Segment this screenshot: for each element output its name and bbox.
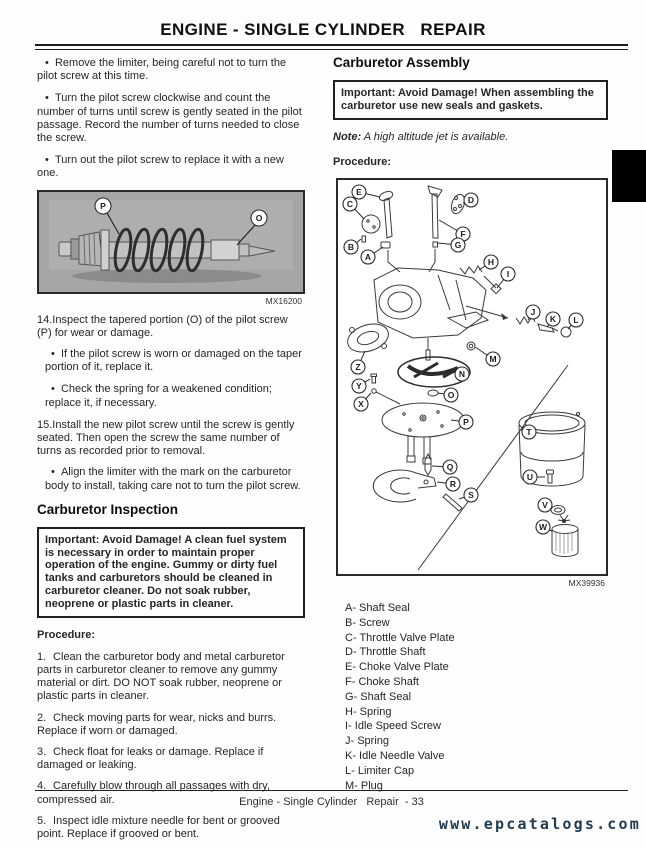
callout-label-R: R	[449, 479, 457, 489]
bullet-item: • Turn the pilot screw clockwise and count the number of turns until screw is gently seated in the pilot passage. Record the number of turns needed to close the screw.	[37, 92, 302, 145]
parts-legend-item: M- Plug	[345, 779, 383, 792]
callout-label-H: H	[487, 257, 495, 267]
parts-legend-item: F- Choke Shaft	[345, 675, 419, 688]
parts-legend-item: L- Limiter Cap	[345, 764, 415, 777]
pilot-screw-photo	[37, 190, 305, 294]
parts-legend-item: D- Throttle Shaft	[345, 646, 426, 659]
section-index-tab	[612, 150, 646, 202]
pilot-screw-steps	[37, 314, 305, 493]
callout-label-S: S	[468, 490, 474, 500]
parts-legend-item: H- Spring	[345, 705, 392, 718]
right-column	[333, 52, 608, 793]
step-number: 1.	[37, 650, 47, 663]
inspection-step: 4. Carefully blow through all passages with dry, compressed air.	[37, 780, 270, 806]
inspection-step: 3. Check float for leaks or damage. Replace if damaged or leaking.	[37, 746, 264, 772]
callout-label-T: T	[526, 427, 532, 437]
parts-legend-item: J- Spring	[345, 735, 390, 748]
callout-label-O: O	[447, 390, 455, 400]
inspection-procedure-label: Procedure:	[37, 628, 96, 641]
step-number: 4.	[37, 780, 47, 793]
parts-legend-item: A- Shaft Seal	[345, 602, 410, 614]
diagram-caption: MX39936	[568, 578, 605, 588]
callout-label-B: B	[347, 242, 355, 252]
step-number: 5.	[37, 814, 47, 827]
footer-divider	[35, 790, 628, 791]
parts-legend-item: G- Shaft Seal	[345, 690, 412, 703]
callout-label-G: G	[454, 240, 462, 250]
bullet-item: • Turn out the pilot screw to replace it with a new one.	[37, 154, 284, 180]
step-sub-bullet: • If the pilot screw is worn or damaged on the taper portion of it, replace it.	[45, 348, 302, 374]
callout-label-U: U	[526, 472, 534, 482]
assembly-procedure-label: Procedure:	[333, 155, 392, 168]
inspection-step-list	[37, 651, 305, 841]
inspection-heading: Carburetor Inspection	[37, 501, 179, 517]
step-number: 14.	[37, 313, 53, 326]
pilot-screw-photo-drawing	[39, 192, 303, 292]
callout-label-Z: Z	[355, 362, 361, 372]
page-title: ENGINE - SINGLE CYLINDER REPAIR	[160, 20, 486, 39]
photo-callout-O-label: O	[255, 212, 263, 223]
inspection-important-box: Important: Avoid Damage! A clean fuel system is necessary in order to maintain proper operation of the engine. Gummy or dirty fuel tanks and carburetors should be cleaned in carburetor cleaner. Do not soak rubber, neoprene or plastic parts in cleaner.	[37, 527, 305, 618]
inspection-step: 5. Inspect idle mixture needle for bent or grooved point. Replace if grooved or bent.	[37, 814, 280, 841]
callout-label-I: I	[506, 269, 510, 279]
watermark-url: www.epcatalogs.com	[438, 815, 641, 833]
callout-label-V: V	[542, 500, 548, 510]
callout-label-C: C	[346, 199, 354, 209]
inspection-step: 1. Clean the carburetor body and metal carburetor parts in carburetor cleaner to remove any gummy material or dirt. DO NOT soak rubber, neoprene or plastic parts in cleaner.	[37, 650, 285, 703]
callout-label-F: F	[460, 229, 466, 239]
photo-callout-P-label: P	[100, 200, 106, 211]
step-sub-bullet: • Check the spring for a weakened condition; replace it, if necessary.	[45, 383, 272, 409]
inspection-step: 2. Check moving parts for wear, nicks and burrs. Replace if worn or damaged.	[37, 711, 277, 737]
callout-label-M: M	[489, 354, 497, 364]
carburetor-exploded-diagram	[336, 178, 608, 576]
numbered-step: 14.Inspect the tapered portion (O) of the pilot screw (P) for wear or damage.	[37, 313, 288, 339]
step-sub-bullet: • Align the limiter with the mark on the carburetor body to install, taking care not to turn the pilot screw.	[45, 466, 301, 492]
assembly-important-box: Important: Avoid Damage! When assembling the carburetor use new seals and gaskets.	[333, 80, 608, 120]
callout-label-K: K	[549, 314, 557, 324]
pilot-screw-bullet-list	[37, 57, 305, 181]
callout-label-A: A	[364, 252, 372, 262]
footer-page-label: Engine - Single Cylinder Repair - 33	[239, 796, 424, 808]
step-number: 15.	[37, 418, 53, 431]
callout-label-X: X	[358, 399, 364, 409]
step-number: 2.	[37, 711, 47, 724]
callout-label-L: L	[573, 315, 579, 325]
callout-label-P: P	[463, 417, 469, 427]
parts-legend-item: K- Idle Needle Valve	[345, 749, 445, 762]
callout-label-Y: Y	[356, 381, 362, 391]
parts-legend-item: B- Screw	[345, 616, 390, 629]
note-text: A high altitude jet is available.	[361, 130, 509, 143]
callout-label-J: J	[530, 307, 536, 317]
callout-label-E: E	[356, 187, 362, 197]
photo-caption: MX16200	[265, 295, 302, 306]
note-line	[333, 131, 608, 144]
parts-legend	[333, 601, 608, 793]
note-label: Note:	[333, 130, 362, 143]
numbered-step: 15.Install the new pilot screw until the screw is gently seated. Then open the screw the same number of turns as recorded prior to removal.	[37, 418, 295, 458]
callout-label-W: W	[538, 522, 548, 532]
assembly-heading: Carburetor Assembly	[333, 55, 470, 70]
step-number: 3.	[37, 746, 47, 759]
callout-label-Q: Q	[446, 462, 454, 472]
callout-label-D: D	[467, 195, 475, 205]
left-column	[37, 57, 305, 849]
parts-legend-item: I- Idle Speed Screw	[345, 720, 441, 733]
parts-legend-item: E- Choke Valve Plate	[345, 661, 449, 674]
bullet-item: • Remove the limiter, being careful not to turn the pilot screw at this time.	[37, 57, 287, 83]
callout-label-N: N	[458, 369, 466, 379]
parts-legend-item: C- Throttle Valve Plate	[345, 631, 455, 644]
header-divider	[35, 44, 628, 50]
carburetor-diagram-drawing	[338, 180, 605, 574]
